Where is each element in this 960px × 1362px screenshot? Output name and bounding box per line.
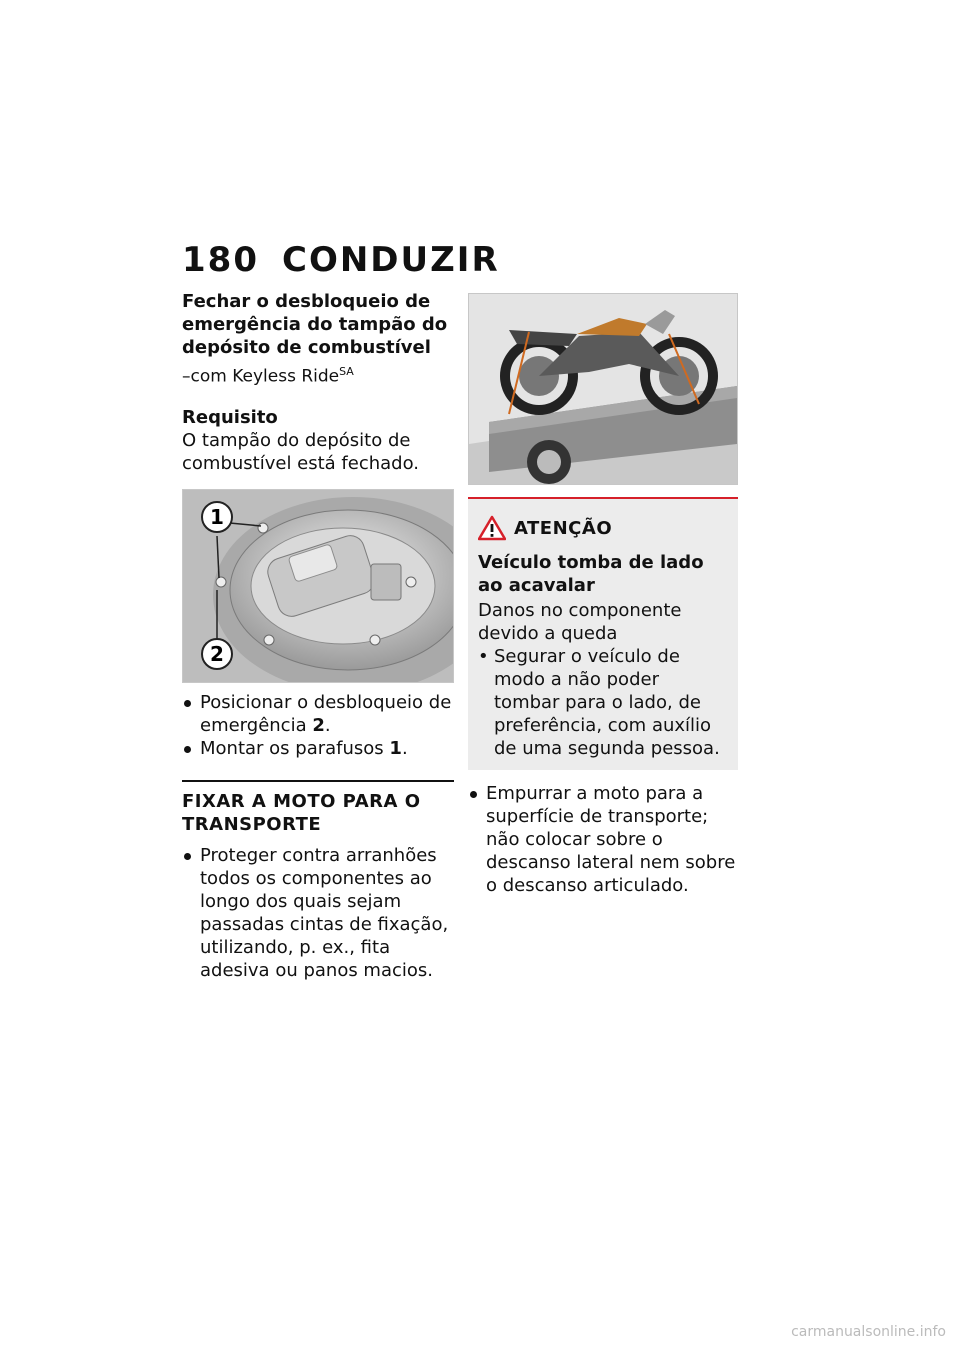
transport-steps-list [182,844,454,982]
left-column [182,290,454,982]
list-item: Proteger contra arranhões todos os componentes ao longo dos quais sejam passadas cintas de fixação, utilizando, p. ex., fita adesiva ou panos macios. [182,844,454,982]
warning-box [468,497,738,770]
warning-list [478,645,728,760]
chapter-title: CONDUZIR [282,240,500,280]
warning-text: Danos no componente devido a queda [478,600,682,644]
fuel-cap-illustration [183,490,453,682]
section-title: FIXAR A MOTO PARA O TRANSPORTE [182,790,421,835]
list-item: Posicionar o desbloqueio de emergência 2. [182,691,454,737]
trailer-steps-list [468,782,738,897]
right-column [468,293,738,897]
requirement-title: Requisito [182,406,278,428]
warning-triangle-icon [478,515,506,541]
list-item: Empurrar a moto para a superfície de transporte; não colocar sobre o descanso lateral nem sobre o descanso articulado. [468,782,738,897]
warning-header [478,515,728,541]
requirement-text: O tampão do depósito de combustível está fechado. [182,429,420,474]
motorcycle-on-trailer-illustration [469,294,737,484]
page-number: 180 [182,240,259,280]
footer-watermark: carmanualsonline.info [791,1324,946,1340]
list-item: • Segurar o veículo de modo a não poder tombar para o lado, de preferência, com auxílio de uma segunda pessoa. [478,645,728,760]
steps-list [182,691,454,760]
section-divider [182,780,454,782]
warning-label: ATENÇÃO [514,517,613,539]
fuel-cap-figure [182,489,454,683]
list-item: Montar os parafusos 1. [182,737,454,760]
callout-1: 1 [210,504,224,529]
warning-title: Veículo tomba de lado ao acavalar [478,552,704,596]
motorcycle-trailer-figure [468,293,738,485]
callout-2: 2 [210,641,224,666]
section-heading: Fechar o desbloqueio de emergência do tampão do depósito de combustível [182,291,448,358]
equipment-note: –com Keyless Ride$^{SA}$ [182,365,354,387]
